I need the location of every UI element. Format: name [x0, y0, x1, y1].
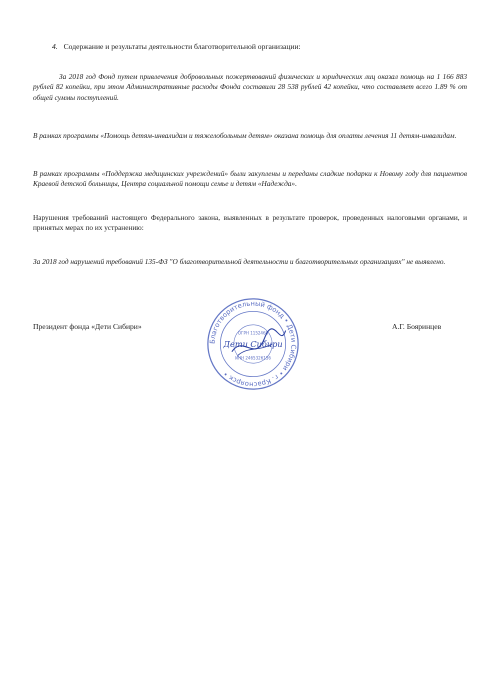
section-title: Содержание и результаты деятельности благотворительной организации:: [63, 42, 301, 51]
stamp-center-text: Дети Сибири: [223, 338, 283, 349]
paragraph-funds-summary: За 2018 год Фонд путем привлечения добровольных пожертвований физических и юридических лиц оказал помощь на 1 166 883 рублей 82 копейки, при этом Административные расходы Фонда составили 28 538 рублей 42 копейки, что составляет всего 1.89 % от общей суммы поступлений.: [33, 72, 467, 102]
stamp-ogrn: ОГРН 1152468: [237, 330, 269, 336]
paragraph-violations-heading: Нарушения требований настоящего Федерального закона, выявленных в результате проверок, проведенных налоговыми органами, и принятых мерах по их устранению:: [33, 213, 467, 233]
section-number: 4.: [52, 42, 58, 51]
paragraph-program-children-help: В рамках программы «Помощь детям-инвалидам и тяжелобольным детям» оказана помощь для оплаты лечения 11 детям-инвалидам.: [33, 131, 457, 140]
paragraph-program-medical-support: В рамках программы «Поддержка медицинских учреждений» были закуплены и переданы сладкие подарки к Новому году для пациентов Краевой детской больницы, Центра социальной помощи семье и детям «Надежда».: [33, 169, 467, 189]
signature-position: Президент фонда «Дети Сибири»: [33, 322, 142, 331]
signature-name: А.Г. Бояринцев: [392, 322, 442, 331]
paragraph-violations-result: За 2018 год нарушений требований 135-ФЗ "О благотворительной деятельности и благотворительных организациях" не выявлено.: [33, 257, 446, 266]
organization-stamp: [205, 296, 301, 392]
stamp-ring-text: Благотворительный фонд • Дети Сибири • г. Красноярск •: [208, 299, 298, 389]
stamp-inn: ИНН 2465326156: [235, 355, 271, 361]
section-heading: [52, 42, 472, 52]
